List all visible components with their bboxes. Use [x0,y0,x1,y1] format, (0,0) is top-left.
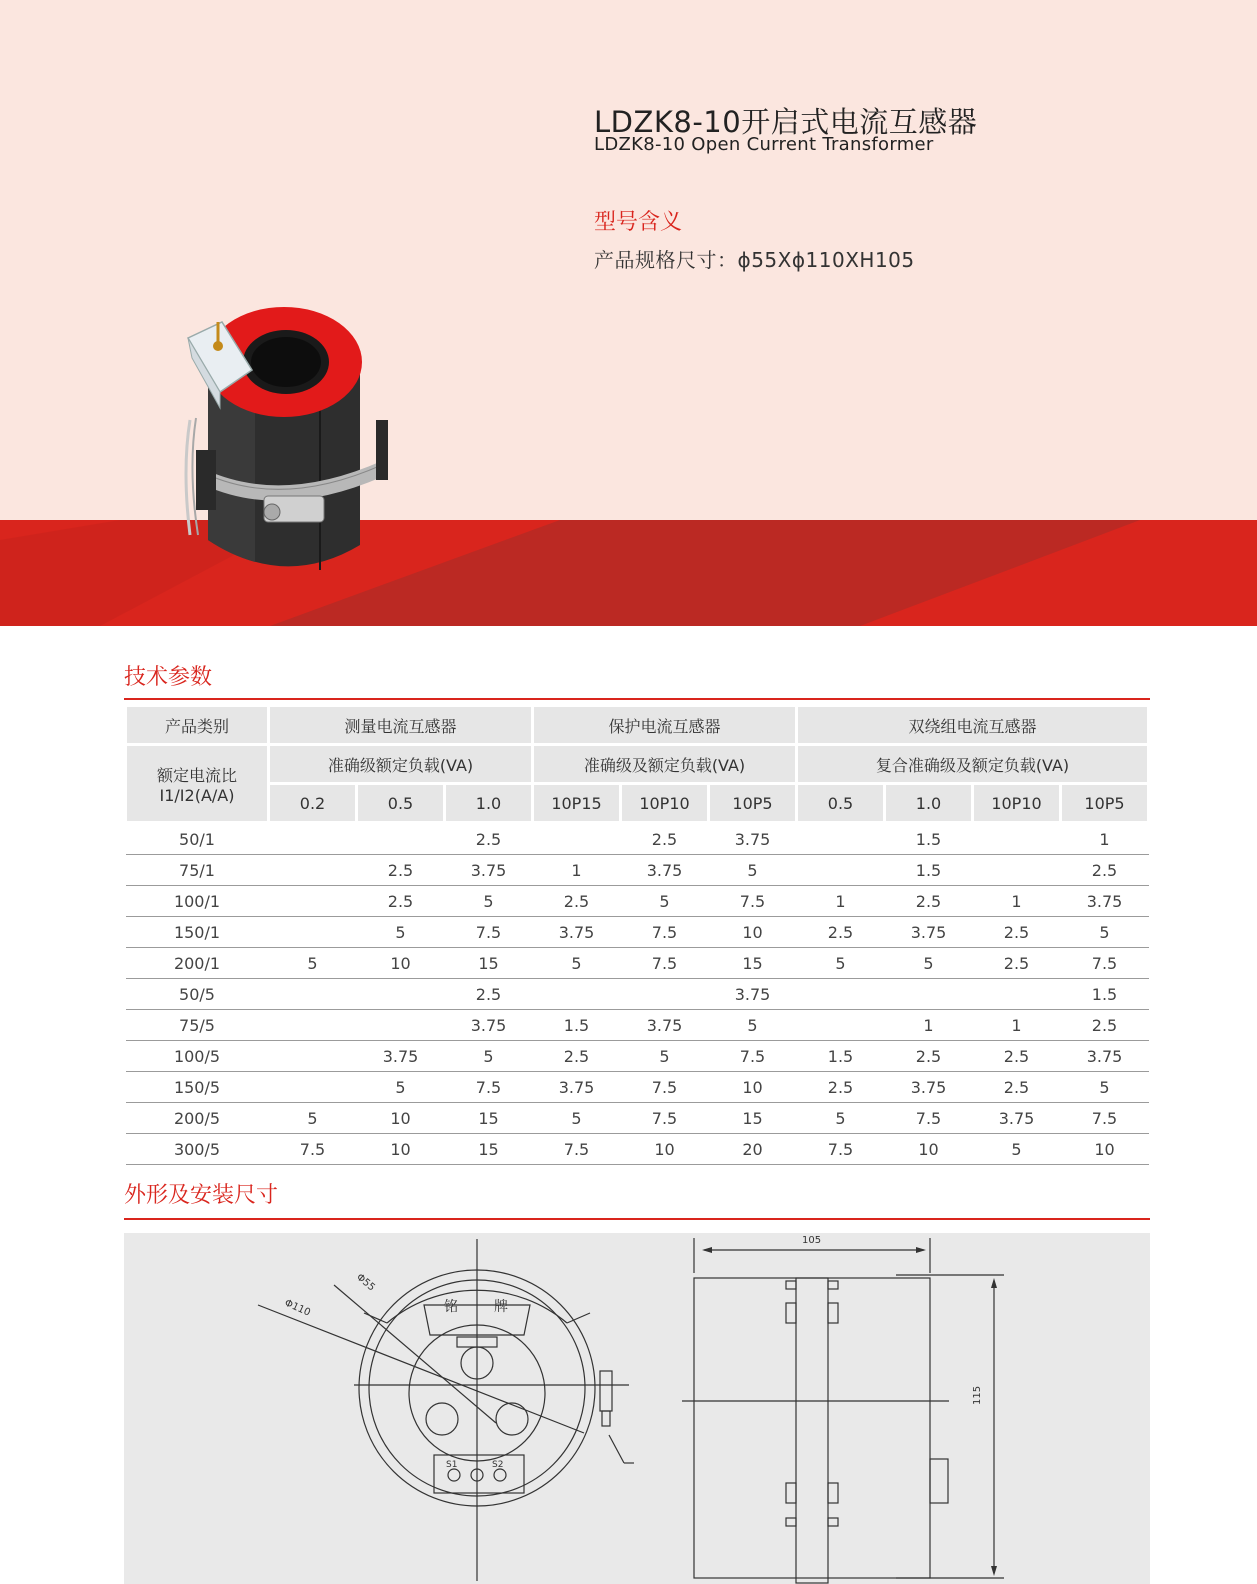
load-cell: 7.5 [797,1134,885,1165]
load-cell: 10 [709,1072,797,1103]
load-cell: 3.75 [973,1103,1061,1134]
load-cell: 5 [533,1103,621,1134]
header-sub-dual: 复合准确级及额定负载(VA) [797,745,1149,784]
load-cell: 5 [709,855,797,886]
load-cell: 7.5 [269,1134,357,1165]
class-header: 1.0 [445,784,533,823]
load-cell [973,855,1061,886]
dimension-drawing-svg [124,1233,1150,1584]
header-group-protect: 保护电流互感器 [533,707,797,745]
load-cell: 5 [973,1134,1061,1165]
load-cell [797,855,885,886]
load-cell: 1 [973,1010,1061,1041]
nameplate-char-2: 牌 [494,1299,508,1315]
load-cell [269,1041,357,1072]
load-cell [357,979,445,1010]
load-cell: 5 [1061,917,1149,948]
nameplate-char-1: 铭 [444,1299,458,1315]
spec-value: ϕ55Xϕ110XH105 [737,248,915,272]
load-cell: 7.5 [621,1103,709,1134]
ratio-cell: 50/5 [126,979,269,1010]
load-cell: 3.75 [709,979,797,1010]
load-cell: 20 [709,1134,797,1165]
class-header: 10P5 [1061,784,1149,823]
load-cell: 10 [1061,1134,1149,1165]
ratio-cell: 100/1 [126,886,269,917]
rated-ratio-label: 额定电流比 [156,765,237,785]
dim-height: 115 [972,1385,983,1405]
load-cell [797,979,885,1010]
label-s2: S2 [492,1460,504,1470]
load-cell: 2.5 [357,886,445,917]
load-cell: 5 [797,1103,885,1134]
load-cell: 15 [445,948,533,979]
load-cell: 2.5 [885,886,973,917]
load-cell: 2.5 [357,855,445,886]
ratio-cell: 300/5 [126,1134,269,1165]
page-title: LDZK8-10开启式电流互感器 [594,105,978,139]
load-cell: 7.5 [445,1072,533,1103]
header-sub-protect: 准确级及额定负载(VA) [533,745,797,784]
ratio-cell: 100/5 [126,1041,269,1072]
load-cell: 7.5 [1061,1103,1149,1134]
load-cell [269,823,357,855]
load-cell: 7.5 [709,1041,797,1072]
load-cell: 7.5 [621,1072,709,1103]
table-row [126,1010,1149,1041]
load-cell: 5 [445,1041,533,1072]
load-cell: 5 [445,886,533,917]
load-cell: 3.75 [885,917,973,948]
rated-ratio-unit: I1/I2(A/A) [159,785,235,805]
load-cell: 5 [357,1072,445,1103]
load-cell: 10 [885,1134,973,1165]
load-cell: 2.5 [973,948,1061,979]
page-subtitle: LDZK8-10 Open Current Transformer [594,134,934,155]
hero-banner [0,0,1257,626]
table-row [126,823,1149,855]
load-cell: 5 [621,886,709,917]
load-cell: 2.5 [445,979,533,1010]
load-cell: 5 [797,948,885,979]
load-cell: 5 [357,917,445,948]
load-cell: 15 [445,1103,533,1134]
load-cell: 7.5 [621,917,709,948]
table-row [126,979,1149,1010]
load-cell: 10 [357,948,445,979]
load-cell: 15 [445,1134,533,1165]
load-cell: 3.75 [1061,886,1149,917]
load-cell: 10 [709,917,797,948]
load-cell: 1 [1061,823,1149,855]
load-cell [621,979,709,1010]
load-cell: 2.5 [1061,1010,1149,1041]
table-row [126,948,1149,979]
load-cell: 3.75 [885,1072,973,1103]
load-cell: 7.5 [621,948,709,979]
load-cell: 3.75 [1061,1041,1149,1072]
table-row [126,1134,1149,1165]
dim-width: 105 [802,1235,822,1246]
load-cell: 5 [885,948,973,979]
table-row [126,1072,1149,1103]
load-cell [885,979,973,1010]
ratio-cell: 75/5 [126,1010,269,1041]
label-d55: Φ55 [354,1271,377,1294]
ratio-cell: 150/1 [126,917,269,948]
load-cell: 15 [709,948,797,979]
load-cell: 2.5 [973,917,1061,948]
load-cell: 3.75 [533,917,621,948]
table-row [126,886,1149,917]
load-cell: 3.75 [445,855,533,886]
load-cell: 5 [709,1010,797,1041]
spec-table [124,707,1150,1165]
class-header: 1.0 [885,784,973,823]
load-cell [973,823,1061,855]
header-rated-ratio [126,745,269,823]
load-cell: 1 [533,855,621,886]
load-cell: 10 [357,1134,445,1165]
load-cell: 10 [357,1103,445,1134]
load-cell [269,1010,357,1041]
load-cell: 5 [1061,1072,1149,1103]
load-cell: 10 [621,1134,709,1165]
load-cell: 3.75 [621,1010,709,1041]
class-header: 0.5 [357,784,445,823]
load-cell: 3.75 [709,823,797,855]
class-header: 10P5 [709,784,797,823]
model-meaning-heading: 型号含义 [594,210,683,235]
load-cell [269,1072,357,1103]
tech-rule [124,698,1150,700]
class-header: 0.2 [269,784,357,823]
load-cell: 7.5 [445,917,533,948]
load-cell: 2.5 [973,1072,1061,1103]
load-cell: 3.75 [621,855,709,886]
load-cell: 1.5 [885,823,973,855]
load-cell: 3.75 [445,1010,533,1041]
table-row [126,1103,1149,1134]
load-cell: 5 [269,1103,357,1134]
load-cell: 5 [269,948,357,979]
load-cell [357,1010,445,1041]
tech-heading: 技术参数 [124,665,213,690]
header-group-dual: 双绕组电流互感器 [797,707,1149,745]
drawing-rule [124,1218,1150,1220]
class-header: 10P10 [621,784,709,823]
load-cell [797,823,885,855]
table-header-row [126,745,1149,784]
load-cell [357,823,445,855]
load-cell: 2.5 [621,823,709,855]
load-cell [269,886,357,917]
load-cell: 5 [621,1041,709,1072]
ratio-cell: 200/5 [126,1103,269,1134]
load-cell [269,917,357,948]
load-cell: 15 [709,1103,797,1134]
table-row [126,855,1149,886]
ratio-cell: 200/1 [126,948,269,979]
header-product-type: 产品类别 [126,707,269,745]
load-cell: 3.75 [533,1072,621,1103]
spec-label: 产品规格尺寸： [594,248,738,272]
label-s1: S1 [446,1460,458,1470]
load-cell: 1.5 [533,1010,621,1041]
table-header-row [126,707,1149,745]
dimension-drawing [124,1233,1150,1584]
load-cell: 2.5 [885,1041,973,1072]
load-cell [797,1010,885,1041]
load-cell: 2.5 [533,1041,621,1072]
load-cell: 7.5 [885,1103,973,1134]
load-cell: 2.5 [973,1041,1061,1072]
load-cell [533,823,621,855]
load-cell [533,979,621,1010]
header-sub-measure: 准确级额定负载(VA) [269,745,533,784]
ratio-cell: 75/1 [126,855,269,886]
product-image [160,300,400,590]
load-cell: 5 [533,948,621,979]
load-cell [973,979,1061,1010]
class-header: 10P15 [533,784,621,823]
load-cell: 2.5 [1061,855,1149,886]
class-header: 0.5 [797,784,885,823]
load-cell: 1 [797,886,885,917]
load-cell: 7.5 [709,886,797,917]
load-cell: 1.5 [797,1041,885,1072]
ratio-cell: 150/5 [126,1072,269,1103]
load-cell: 1 [973,886,1061,917]
load-cell: 7.5 [1061,948,1149,979]
table-header-row [126,784,1149,823]
header-group-measure: 测量电流互感器 [269,707,533,745]
load-cell: 7.5 [533,1134,621,1165]
load-cell: 2.5 [533,886,621,917]
load-cell [269,979,357,1010]
label-d110: Φ110 [282,1297,312,1319]
ratio-cell: 50/1 [126,823,269,855]
table-row [126,1041,1149,1072]
load-cell: 1.5 [1061,979,1149,1010]
load-cell [269,855,357,886]
load-cell: 1.5 [885,855,973,886]
load-cell: 2.5 [797,1072,885,1103]
load-cell: 1 [885,1010,973,1041]
class-header: 10P10 [973,784,1061,823]
load-cell: 2.5 [445,823,533,855]
drawing-heading: 外形及安装尺寸 [124,1183,279,1208]
table-body [126,823,1149,1165]
load-cell: 3.75 [357,1041,445,1072]
table-row [126,917,1149,948]
spec-line [594,244,915,273]
load-cell: 2.5 [797,917,885,948]
